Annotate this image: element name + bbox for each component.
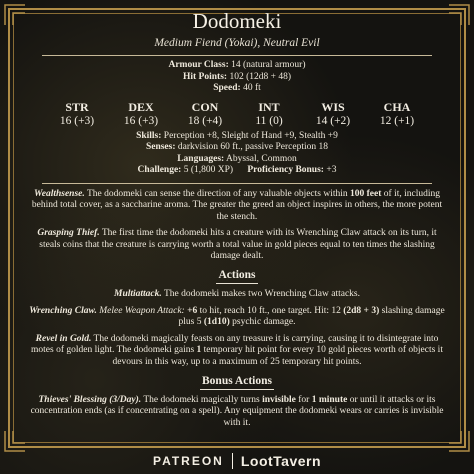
ability-int: INT 11 (0) [255,99,283,127]
footer-separator [232,453,233,469]
divider [42,183,432,184]
actions-heading: Actions [216,269,257,284]
action-revel-in-gold: Revel in Gold. The dodomeki magically feasts on any treasure it is carrying, causing it to disintegrate into motes of golden light. The dodomeki gains 1 temporary hit point for every 10 gold pieces worth of objects it devours in this way, up to a maximum of 25 temporary hit points. [31,333,443,368]
loottavern-logo: LootTavern [240,453,322,469]
languages-line: Languages: Abyssal, Common [177,153,297,164]
bonus-actions-heading: Bonus Actions [200,375,274,390]
corner-ornament-icon [448,4,470,26]
bonus-thieves-blessing: Thieves' Blessing (3/Day). The dodomeki magically turns invisible for 1 minute or until it attacks or its concentration ends (as if concentrating on a spell). Any equipment the dodomeki wears or carries is invisible with it. [30,394,444,428]
stat-block-content [24,8,450,429]
footer-branding [0,448,474,474]
monster-name: Dodomeki [192,9,282,33]
senses-line: Senses: darkvision 60 ft., passive Perception 18 [145,142,329,152]
speed-line: Speed: 40 ft [213,83,261,93]
ability-cha: CHA 12 (+1) [379,99,415,127]
ability-scores [24,100,450,128]
trait-grasping-thief: Grasping Thief. The first time the dodomeki hits a creature with its Wrenching Claw attack on its turn, it steals coins that the creature is carrying worth a total value in gold pieces equal to ten times the slashing damage dealt. [37,228,437,262]
hit-points-line: Hit Points: 102 (12d8 + 48) [182,71,291,82]
divider [42,55,432,56]
ability-con: CON 18 (+4) [187,99,223,127]
skills-line: Skills: Perception +8, Sleight of Hand +9, Stealth +9 [136,130,338,141]
corner-ornament-icon [4,4,26,26]
trait-wealthsense: Wealthsense. The dodomeki can sense the direction of any valuable objects within 100 feet of it, including behind total cover, as a saccharine aroma. The greater the greed an object inspires in others, the more potent the stench. [31,188,443,222]
monster-type-line: Medium Fiend (Yokai), Neutral Evil [154,37,320,49]
challenge-line: Challenge: 5 (1,800 XP) Proficiency Bonus: +3 [137,165,337,175]
ability-str: STR 16 (+3) [59,99,95,127]
armour-class-line: Armour Class: 14 (natural armour) [168,60,306,70]
patreon-label: PATREON [152,454,224,468]
ability-dex: DEX 16 (+3) [123,99,159,127]
action-wrenching-claw: Wrenching Claw. Melee Weapon Attack: +6 to hit, reach 10 ft., one target. Hit: 12 (2d8 + 3) slashing damage plus 5 (1d10) psychic damage. [29,305,445,328]
ability-wis: WIS 14 (+2) [315,99,351,127]
action-multiattack: Multiattack. The dodomeki makes two Wrenching Claw attacks. [114,289,360,300]
